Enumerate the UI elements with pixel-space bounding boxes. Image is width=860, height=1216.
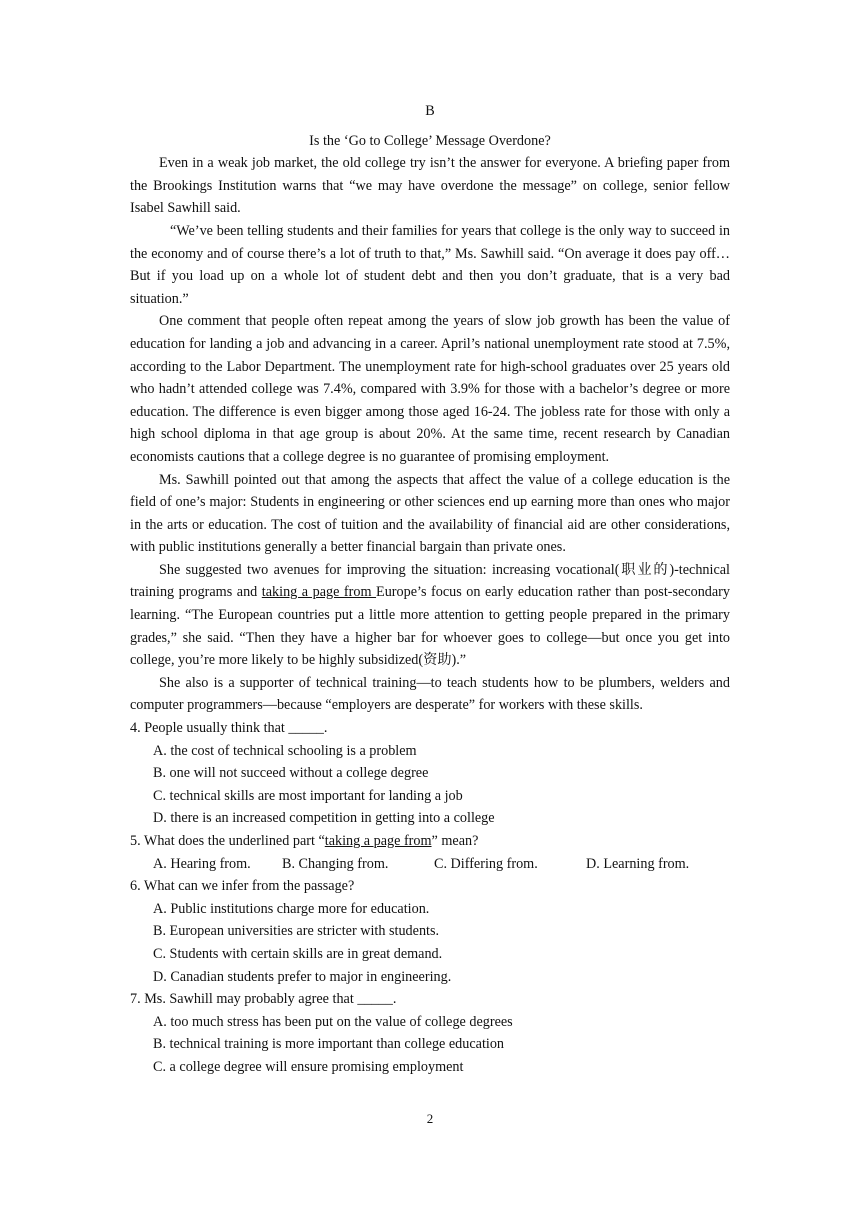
question-5-stem-end: ” mean? xyxy=(431,833,479,849)
paragraph-3: One comment that people often repeat among the years of slow job growth has been the value of education for landing a job and advancing in a career. April’s national unemployment rate stood at 7.5%, according to the Labor Department. The unemployment rate for high-school graduates over 25 years old who hadn’t attended college was 7.4%, compared with 3.9% for those with a bachelor’s degree or more education. The difference is even bigger among those aged 16-24. The jobless rate for those with only a high school diploma in that age group is about 20%. At the same time, recent research by Canadian economists cautions that a college degree is no guarantee of promising employment. xyxy=(130,313,730,465)
question-6-option-c: C. Students with certain skills are in great demand. xyxy=(153,945,443,962)
question-6-option-d: D. Canadian students prefer to major in engineering. xyxy=(153,968,452,985)
question-5-option-a: A. Hearing from. xyxy=(153,855,251,872)
document-page xyxy=(130,100,730,1079)
question-5-options xyxy=(130,853,730,876)
paragraph-5-start: She suggested two avenues for improving the situation: increasing vocational(职业的)-technical training programs and xyxy=(130,561,730,601)
question-6-option-b: B. European universities are stricter with students. xyxy=(153,923,440,940)
question-4-stem: 4. People usually think that _____. xyxy=(130,720,328,737)
question-4-option-b: B. one will not succeed without a college degree xyxy=(153,765,429,782)
paragraph-1: Even in a weak job market, the old college try isn’t the answer for everyone. A briefing paper from the Brookings Institution warns that “we may have overdone the message” on college, senior fellow Isabel Sawhill said. xyxy=(130,155,730,217)
question-6-option-a: A. Public institutions charge more for education. xyxy=(153,900,430,917)
question-4-option-d: D. there is an increased competition in getting into a college xyxy=(153,810,495,827)
section-letter: B xyxy=(425,103,435,119)
question-5-underlined-phrase: taking a page from xyxy=(324,833,432,849)
question-7-stem: 7. Ms. Sawhill may probably agree that _____. xyxy=(130,991,397,1008)
passage-title: Is the ‘Go to College’ Message Overdone? xyxy=(309,132,551,149)
underlined-phrase: taking a page from xyxy=(261,584,377,601)
paragraph-4: Ms. Sawhill pointed out that among the aspects that affect the value of a college education is the field of one’s major: Students in engineering or other sciences end up earning more than ones who major in the arts or education. The cost of tuition and the availability of financial aid are other considerations, with public institutions generally a better financial bargain than private ones. xyxy=(130,471,730,556)
question-5-option-c: C. Differing from. xyxy=(434,855,538,872)
question-6-stem: 6. What can we infer from the passage? xyxy=(130,878,355,895)
paragraph-6: She also is a supporter of technical training—to teach students how to be plumbers, welders and computer programmers—because “employers are desperate” for workers with these skills. xyxy=(130,674,730,714)
question-7-option-b: B. technical training is more important than college education xyxy=(153,1036,505,1053)
question-7-option-c: C. a college degree will ensure promising employment xyxy=(153,1058,464,1075)
question-7-option-a: A. too much stress has been put on the value of college degrees xyxy=(153,1013,513,1030)
paragraph-2: “We’ve been telling students and their families for years that college is the only way to succeed in the economy and of course there’s a lot of truth to that,” Ms. Sawhill said. “On average it does pay off… But if you load up on a whole lot of student debt and then you don’t graduate, that is a very bad situation.” xyxy=(130,222,730,307)
question-5-option-d: D. Learning from. xyxy=(586,855,690,872)
question-4-option-a: A. the cost of technical schooling is a problem xyxy=(153,742,417,759)
question-5-option-b: B. Changing from. xyxy=(282,855,389,872)
question-5-stem xyxy=(130,830,730,853)
paragraph-5-end: Europe’s focus on early education rather than post-secondary learning. “The European countries put a little more attention to getting people prepared in the primary grades,” she said. “Then they have a higher bar for whoever goes to college—but once you get into college, you’re more likely to be highly subsidized(资助).” xyxy=(130,584,731,669)
page-number: 2 xyxy=(426,1111,434,1126)
question-4-option-c: C. technical skills are most important for landing a job xyxy=(153,787,463,804)
question-5-stem-start: 5. What does the underlined part “ xyxy=(130,833,325,849)
paragraph-5 xyxy=(130,559,730,672)
